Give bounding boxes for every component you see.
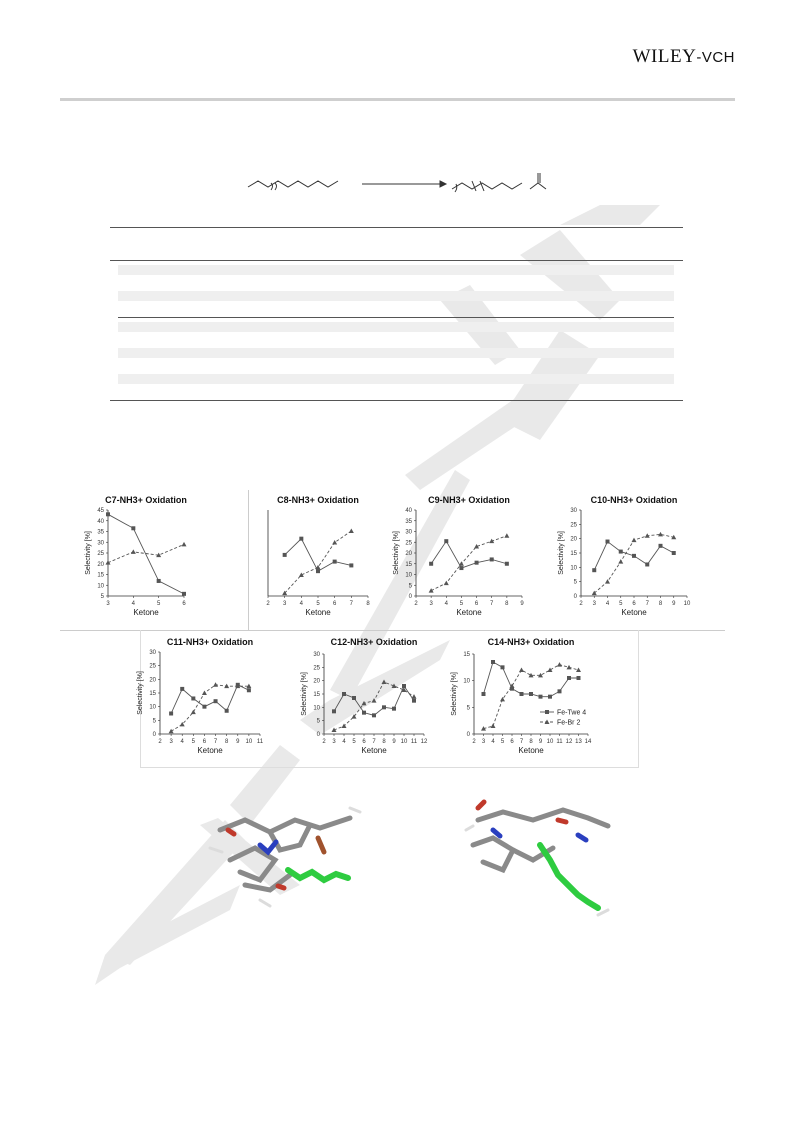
chart-svg [446, 632, 626, 760]
point-fe-br-2 [299, 572, 304, 577]
y-axis-label: Selectivity [%] [85, 531, 92, 575]
table-bottom-rule [110, 400, 683, 401]
point-fe-twe-4 [539, 695, 543, 699]
point-fe-twe-4 [529, 692, 533, 696]
point-fe-twe-4 [352, 696, 356, 700]
chart-c12-oxidation [298, 632, 458, 760]
chart-svg [298, 632, 458, 760]
point-fe-twe-4 [659, 544, 663, 548]
y-tick-label: 40 [97, 518, 104, 525]
point-fe-twe-4 [402, 684, 406, 688]
y-tick-label: 5 [100, 594, 104, 600]
chart-c7-oxidation [72, 490, 237, 622]
product-ketone [530, 183, 546, 189]
x-tick-label: 6 [632, 601, 636, 607]
point-fe-twe-4 [444, 539, 448, 543]
x-tick-label: 13 [575, 739, 582, 745]
point-fe-twe-4 [632, 554, 636, 558]
point-fe-twe-4 [283, 553, 287, 557]
point-fe-br-2 [519, 668, 524, 673]
point-fe-br-2 [459, 561, 464, 566]
y-tick-label: 20 [405, 551, 412, 557]
table-row [118, 374, 674, 384]
point-fe-br-2 [504, 533, 509, 538]
x-tick-label: 7 [372, 739, 376, 745]
x-tick-label: 3 [282, 601, 287, 607]
x-tick-label: 6 [332, 601, 337, 607]
x-tick-label: 4 [444, 601, 448, 607]
point-fe-br-2 [412, 694, 417, 699]
point-fe-twe-4 [214, 699, 218, 703]
y-tick-label: 30 [405, 529, 412, 536]
x-tick-label: 4 [342, 739, 346, 745]
x-axis-label: Ketone [621, 608, 647, 617]
point-fe-twe-4 [299, 537, 303, 541]
point-fe-twe-4 [316, 569, 320, 573]
point-fe-twe-4 [202, 705, 206, 709]
point-fe-twe-4 [342, 692, 346, 696]
x-tick-label: 3 [169, 739, 173, 745]
x-tick-label: 4 [605, 601, 610, 607]
point-fe-twe-4 [349, 563, 353, 567]
point-fe-twe-4 [672, 551, 676, 555]
series-line-fe-twe-4 [431, 541, 507, 568]
point-fe-twe-4 [592, 568, 596, 572]
y-tick-label: 0 [573, 594, 577, 600]
point-fe-br-2 [332, 540, 337, 545]
reactant-alkyl-chain [248, 181, 338, 187]
series-line-fe-br-2 [431, 536, 507, 591]
series-line-fe-twe-4 [484, 662, 579, 697]
point-fe-twe-4 [392, 707, 396, 711]
chart-c14-oxidation [446, 632, 626, 760]
x-tick-label: 9 [236, 739, 240, 745]
chart-svg [134, 632, 294, 760]
point-fe-br-2 [557, 662, 562, 667]
y-tick-label: 5 [466, 705, 470, 712]
point-fe-twe-4 [558, 689, 562, 693]
y-tick-label: 5 [573, 579, 577, 586]
x-tick-label: 5 [316, 601, 320, 607]
point-fe-br-2 [342, 724, 347, 729]
x-axis-label: Ketone [456, 608, 482, 617]
y-tick-label: 5 [408, 583, 412, 590]
y-tick-label: 0 [316, 732, 320, 738]
y-tick-label: 40 [405, 508, 412, 514]
x-tick-label: 11 [556, 739, 563, 745]
point-fe-br-2 [191, 710, 196, 715]
chart-title: C14-NH3+ Oxidation [487, 637, 575, 647]
x-tick-label: 12 [565, 739, 573, 745]
point-fe-twe-4 [157, 579, 161, 583]
x-tick-label: 3 [429, 601, 433, 607]
point-fe-twe-4 [169, 712, 173, 716]
x-tick-label: 5 [156, 601, 161, 607]
x-tick-label: 7 [490, 601, 494, 607]
x-tick-label: 4 [299, 601, 304, 607]
series-line-fe-br-2 [108, 544, 184, 562]
series-line-fe-br-2 [285, 531, 352, 593]
x-tick-label: 9 [538, 739, 543, 745]
y-tick-label: 25 [405, 540, 412, 547]
chart-title: C9-NH3+ Oxidation [428, 495, 510, 505]
x-tick-label: 3 [106, 601, 110, 607]
logo-sub: -VCH [696, 49, 735, 66]
y-axis-label: Selectivity [%] [137, 671, 144, 715]
point-fe-br-2 [605, 579, 610, 584]
x-tick-label: 5 [500, 739, 505, 745]
x-tick-label: 8 [382, 739, 386, 745]
point-fe-br-2 [224, 684, 229, 689]
y-tick-label: 15 [570, 551, 577, 557]
y-tick-label: 5 [316, 718, 320, 725]
table-top-rule [110, 227, 683, 228]
y-tick-label: 35 [97, 529, 104, 536]
point-fe-twe-4 [131, 526, 135, 530]
header-rule [60, 98, 735, 101]
y-tick-label: 30 [97, 540, 104, 547]
point-fe-br-2 [106, 560, 111, 565]
point-fe-twe-4 [501, 665, 505, 669]
y-tick-label: 25 [97, 551, 104, 557]
x-tick-label: 11 [410, 739, 418, 745]
point-fe-twe-4 [619, 550, 623, 554]
point-fe-br-2 [213, 682, 218, 687]
point-fe-br-2 [444, 581, 449, 586]
x-tick-label: 14 [584, 739, 592, 745]
x-tick-label: 6 [510, 739, 514, 745]
point-fe-twe-4 [429, 562, 433, 566]
point-fe-br-2 [567, 665, 572, 670]
x-tick-label: 8 [505, 601, 509, 607]
y-tick-label: 15 [405, 561, 412, 568]
x-tick-label: 8 [529, 739, 533, 745]
y-tick-label: 10 [570, 565, 577, 572]
product-alkyl-chain [452, 183, 522, 189]
y-tick-label: 25 [313, 665, 320, 672]
x-axis-label: Ketone [361, 746, 387, 755]
point-fe-twe-4 [520, 692, 524, 696]
point-fe-twe-4 [332, 709, 336, 713]
y-tick-label: 45 [97, 508, 104, 514]
x-tick-label: 8 [658, 601, 663, 607]
x-tick-label: 7 [213, 739, 218, 745]
y-tick-label: 5 [152, 718, 156, 725]
y-tick-label: 10 [149, 704, 156, 711]
x-tick-label: 6 [474, 601, 479, 607]
point-fe-twe-4 [412, 699, 416, 703]
chart-svg [246, 490, 386, 622]
point-fe-twe-4 [567, 676, 571, 680]
y-axis-label: Selectivity [%] [451, 672, 458, 716]
x-tick-label: 3 [481, 739, 486, 745]
point-fe-twe-4 [505, 562, 509, 566]
y-axis-label: Selectivity [%] [393, 531, 400, 575]
x-axis-label: Ketone [305, 608, 331, 617]
x-tick-label: 4 [491, 739, 495, 745]
series-line-fe-br-2 [334, 682, 414, 730]
y-tick-label: 0 [408, 594, 412, 600]
point-fe-br-2 [182, 542, 187, 547]
chart-c9-oxidation [390, 490, 550, 622]
chart-title: C7-NH3+ Oxidation [105, 495, 187, 505]
table-row [118, 322, 674, 332]
x-tick-label: 9 [672, 601, 676, 607]
point-fe-twe-4 [491, 660, 495, 664]
x-tick-label: 2 [322, 739, 326, 745]
point-fe-twe-4 [645, 562, 649, 566]
x-axis-label: Ketone [133, 608, 159, 617]
y-tick-label: 0 [466, 732, 470, 738]
y-tick-label: 15 [149, 691, 156, 697]
x-tick-label: 2 [266, 601, 270, 607]
chart-svg [555, 490, 715, 622]
y-tick-label: 10 [463, 678, 470, 685]
molecular-model-left [200, 790, 380, 910]
point-fe-twe-4 [548, 695, 552, 699]
x-tick-label: 12 [420, 739, 428, 745]
point-fe-twe-4 [606, 540, 610, 544]
point-fe-twe-4 [459, 566, 463, 570]
x-tick-label: 9 [392, 739, 396, 745]
x-tick-label: 6 [362, 739, 366, 745]
y-tick-label: 30 [570, 508, 577, 514]
table-section-rule [118, 317, 674, 318]
point-fe-twe-4 [225, 709, 229, 713]
point-fe-br-2 [372, 698, 377, 703]
point-fe-twe-4 [182, 592, 186, 596]
y-tick-label: 30 [313, 652, 320, 658]
x-tick-label: 2 [158, 739, 162, 745]
x-tick-label: 2 [579, 601, 583, 607]
point-fe-twe-4 [490, 557, 494, 561]
point-fe-br-2 [429, 588, 434, 593]
point-fe-br-2 [202, 691, 207, 696]
point-fe-twe-4 [333, 560, 337, 564]
x-tick-label: 5 [352, 739, 356, 745]
reaction-scheme [240, 165, 560, 205]
x-tick-label: 10 [546, 739, 554, 745]
chart-c8-oxidation [246, 490, 386, 622]
point-fe-br-2 [349, 529, 354, 534]
point-fe-br-2 [491, 724, 496, 729]
x-tick-label: 9 [520, 601, 524, 607]
point-fe-br-2 [618, 559, 623, 564]
y-tick-label: 20 [97, 561, 104, 568]
point-fe-twe-4 [372, 713, 376, 717]
logo-main: WILEY [632, 46, 697, 67]
point-fe-twe-4 [475, 561, 479, 565]
x-tick-label: 3 [332, 739, 336, 745]
x-axis-label: Ketone [518, 746, 544, 755]
point-fe-br-2 [131, 549, 136, 554]
table-header-rule [110, 260, 683, 261]
table-row [118, 348, 674, 358]
x-tick-label: 5 [619, 601, 623, 607]
x-tick-label: 10 [400, 739, 408, 745]
point-fe-br-2 [169, 729, 174, 734]
x-tick-label: 2 [472, 739, 476, 745]
point-fe-br-2 [548, 668, 553, 673]
y-tick-label: 10 [313, 705, 320, 712]
wiley-vch-logo [633, 46, 735, 68]
chart-svg [390, 490, 550, 622]
x-tick-label: 10 [245, 739, 253, 745]
y-tick-label: 10 [97, 583, 104, 590]
y-axis-label: Selectivity [%] [558, 531, 565, 575]
chart-c11-oxidation [134, 632, 294, 760]
x-axis-label: Ketone [197, 746, 223, 755]
legend-marker [545, 710, 549, 714]
chart-svg [72, 490, 237, 622]
x-tick-label: 11 [256, 739, 264, 745]
point-fe-twe-4 [180, 687, 184, 691]
x-tick-label: 6 [202, 739, 207, 745]
chart-c10-oxidation [555, 490, 715, 622]
point-fe-twe-4 [247, 688, 251, 692]
x-tick-label: 2 [414, 601, 418, 607]
x-tick-label: 8 [366, 601, 370, 607]
x-tick-label: 4 [180, 739, 184, 745]
point-fe-twe-4 [382, 705, 386, 709]
chart-title: C12-NH3+ Oxidation [330, 637, 418, 647]
x-tick-label: 10 [683, 601, 691, 607]
point-fe-br-2 [632, 538, 637, 543]
table-row [118, 265, 674, 275]
x-tick-label: 5 [191, 739, 196, 745]
table-row [118, 291, 674, 301]
chart-title: C10-NH3+ Oxidation [590, 495, 678, 505]
point-fe-twe-4 [577, 676, 581, 680]
point-fe-twe-4 [191, 696, 195, 700]
y-axis-label: Selectivity [%] [301, 672, 308, 716]
x-tick-label: 4 [131, 601, 136, 607]
y-tick-label: 25 [149, 663, 156, 670]
y-tick-label: 15 [313, 692, 320, 698]
chart-title: C11-NH3+ Oxidation [166, 637, 254, 647]
point-fe-twe-4 [106, 512, 110, 516]
x-tick-label: 7 [519, 739, 524, 745]
y-tick-label: 0 [152, 732, 156, 738]
series-line-fe-twe-4 [108, 514, 184, 594]
x-tick-label: 8 [224, 739, 229, 745]
y-tick-label: 35 [405, 518, 412, 525]
y-tick-label: 20 [570, 536, 577, 543]
legend-label: Fe-Twe 4 [557, 709, 587, 717]
y-tick-label: 15 [463, 652, 470, 658]
y-tick-label: 15 [97, 572, 104, 579]
x-tick-label: 5 [459, 601, 464, 607]
chart-title: C8-NH3+ Oxidation [277, 495, 359, 505]
y-tick-label: 10 [405, 572, 412, 579]
y-tick-label: 25 [570, 522, 577, 529]
point-fe-br-2 [576, 668, 581, 673]
point-fe-twe-4 [482, 692, 486, 696]
molecular-model-right [458, 790, 628, 920]
x-tick-label: 7 [645, 601, 649, 607]
point-fe-twe-4 [362, 711, 366, 715]
y-tick-label: 20 [149, 677, 156, 684]
point-fe-br-2 [382, 680, 387, 685]
x-tick-label: 3 [592, 601, 596, 607]
y-tick-label: 20 [313, 678, 320, 685]
x-tick-label: 7 [349, 601, 354, 607]
y-tick-label: 30 [149, 650, 156, 656]
x-tick-label: 6 [182, 601, 186, 607]
legend-label: Fe-Br 2 [557, 719, 581, 727]
